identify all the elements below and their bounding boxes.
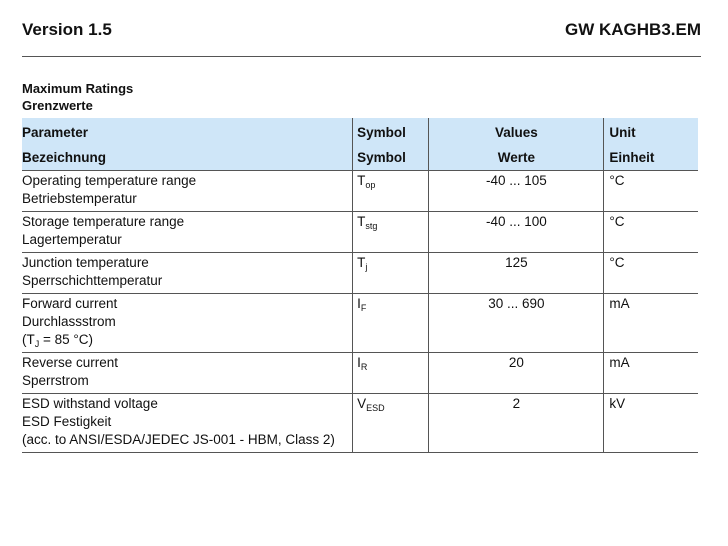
parameter-name-en: Operating temperature range [22,173,197,188]
symbol-subscript: ESD [366,403,385,413]
parameter-name-en: ESD withstand voltage [22,396,158,411]
table-header-row-de [22,145,698,171]
maximum-ratings-table [22,118,698,453]
parameter-condition [22,331,352,349]
value-cell: -40 ... 105 [429,171,604,212]
symbol-subscript: stg [365,221,378,231]
symbol-subscript: j [365,262,368,272]
table-row [22,394,698,453]
col-header-werte: Werte [429,145,604,171]
table-row [22,353,698,394]
section-title-en: Maximum Ratings [22,81,134,96]
parameter-name-de: Sperrstrom [22,373,89,388]
parameter-cell [22,294,353,353]
parameter-condition: (acc. to ANSI/ESDA/JEDEC JS-001 - HBM, Class 2) [22,432,335,447]
value-cell: -40 ... 100 [429,212,604,253]
value-cell: 20 [429,353,604,394]
symbol-main: I [357,296,361,311]
parameter-name-en: Storage temperature range [22,214,185,229]
table-row [22,212,698,253]
page-header [22,20,701,48]
col-header-symbol: Symbol [353,118,429,145]
unit-cell: °C [604,212,698,253]
symbol-cell [353,294,429,353]
parameter-name-de: Betriebstemperatur [22,191,137,206]
symbol-subscript: F [360,303,367,313]
symbol-main: T [357,255,366,270]
parameter-cell [22,394,353,453]
version-label: Version 1.5 [22,20,112,39]
table-row [22,253,698,294]
col-header-values: Values [429,118,604,145]
table-row [22,294,698,353]
parameter-name-de: ESD Festigkeit [22,414,112,429]
unit-cell: °C [604,171,698,212]
symbol-cell [353,353,429,394]
symbol-subscript: op [365,180,376,190]
condition-suffix: = 85 °C) [39,332,94,347]
symbol-cell [353,212,429,253]
condition-prefix: (T [22,332,35,347]
symbol-main: T [357,173,366,188]
symbol-main: I [357,355,361,370]
section-title-de: Grenzwerte [22,98,93,113]
symbol-cell [353,171,429,212]
col-header-einheit: Einheit [604,145,698,171]
col-header-parameter: Parameter [22,118,353,145]
table-header-row-en [22,118,698,145]
unit-cell: mA [604,353,698,394]
parameter-cell [22,353,353,394]
value-cell: 2 [429,394,604,453]
col-header-symbol-de: Symbol [353,145,429,171]
parameter-name-de: Sperrschichttemperatur [22,273,163,288]
parameter-name-en: Junction temperature [22,255,149,270]
parameter-cell [22,171,353,212]
value-cell: 30 ... 690 [429,294,604,353]
parameter-name-en: Forward current [22,296,118,311]
unit-cell: kV [604,394,698,453]
symbol-main: V [357,396,367,411]
header-divider [22,56,701,57]
symbol-cell [353,394,429,453]
part-number: GW KAGHB3.EM [565,20,701,39]
parameter-name-en: Reverse current [22,355,119,370]
symbol-subscript: R [360,362,368,372]
condition-subscript: J [34,339,40,349]
parameter-cell [22,212,353,253]
unit-cell: mA [604,294,698,353]
col-header-unit: Unit [604,118,698,145]
col-header-bezeichnung: Bezeichnung [22,145,353,171]
section-title [22,80,133,114]
symbol-main: T [357,214,366,229]
value-cell: 125 [429,253,604,294]
parameter-name-de: Durchlassstrom [22,314,116,329]
parameter-cell [22,253,353,294]
symbol-cell [353,253,429,294]
unit-cell: °C [604,253,698,294]
parameter-name-de: Lagertemperatur [22,232,122,247]
table-row [22,171,698,212]
